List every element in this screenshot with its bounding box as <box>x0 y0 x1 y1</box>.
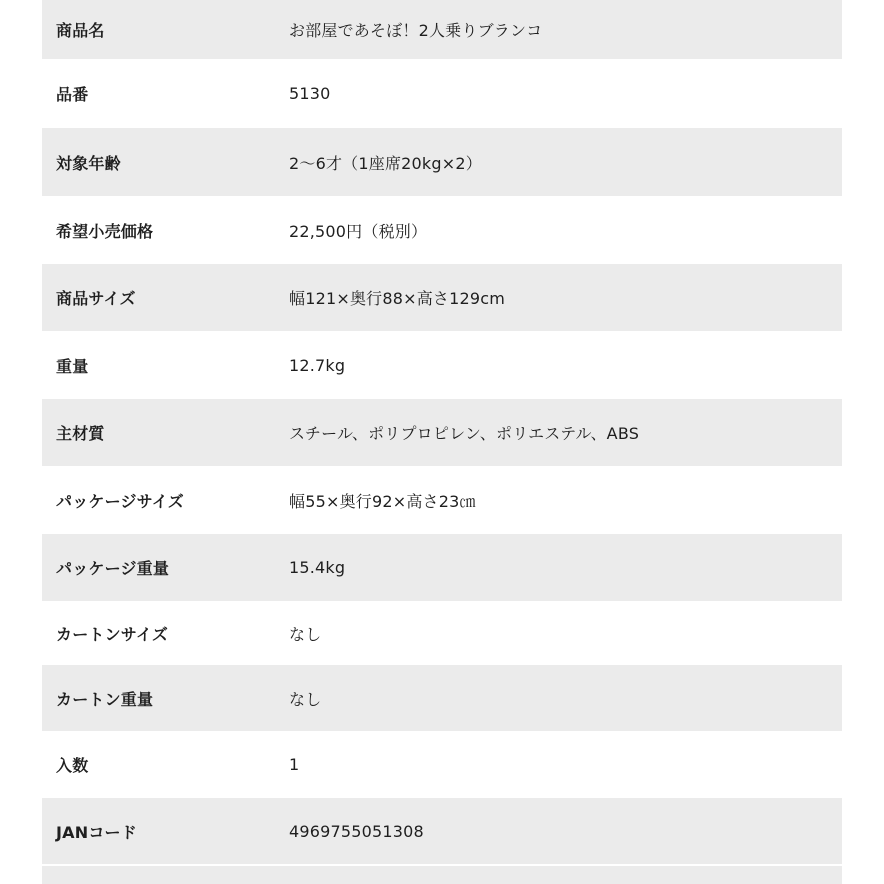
spec-label: 主材質 <box>56 424 105 443</box>
spec-label: カートン重量 <box>56 689 154 709</box>
spec-value: 2〜6才（1座席20kg×2） <box>289 153 482 173</box>
spec-label: 重量 <box>56 356 89 376</box>
spec-row-item-number <box>42 59 842 128</box>
spec-row-retail-price <box>42 196 842 264</box>
spec-label: 対象年齢 <box>56 153 121 173</box>
spec-value: 22,500円（税別） <box>289 221 428 241</box>
spec-label: 品番 <box>56 85 89 104</box>
spec-value: 幅121×奥行88×高さ129cm <box>289 289 506 308</box>
spec-value: 12.7kg <box>289 355 346 375</box>
spec-row-main-material <box>42 399 842 466</box>
spec-label: 希望小売価格 <box>56 221 154 241</box>
spec-value: 4969755051308 <box>289 821 424 841</box>
spec-row-jan-code <box>42 798 842 864</box>
spec-value: なし <box>289 624 322 644</box>
spec-row-product-size <box>42 264 842 331</box>
spec-row-product-name <box>42 0 842 59</box>
spec-value: 1 <box>289 755 300 774</box>
spec-row-carton-size <box>42 601 842 665</box>
spec-row-package-size <box>42 466 842 534</box>
spec-row-carton-weight <box>42 665 842 731</box>
spec-label: カートンサイズ <box>56 624 169 644</box>
spec-value: お部屋であそぼ！2人乗りブランコ <box>289 21 543 40</box>
spec-row-package-weight <box>42 534 842 601</box>
spec-value: 15.4kg <box>289 558 346 577</box>
spec-label: パッケージ重量 <box>56 559 170 578</box>
spec-label: 商品サイズ <box>56 289 136 308</box>
spec-row-weight <box>42 331 842 399</box>
spec-value: スチール、ポリプロピレン、ポリエステル、ABS <box>289 424 640 443</box>
next-row-partial <box>42 866 842 884</box>
spec-value: なし <box>289 689 322 709</box>
spec-row-quantity <box>42 731 842 798</box>
product-spec-table <box>42 0 842 864</box>
spec-label: 入数 <box>56 756 89 775</box>
spec-row-target-age <box>42 128 842 196</box>
spec-value: 5130 <box>289 84 331 103</box>
spec-label: JANコード <box>56 822 137 842</box>
spec-label: 商品名 <box>56 21 105 40</box>
spec-label: パッケージサイズ <box>56 491 185 511</box>
spec-value: 幅55×奥行92×高さ23㎝ <box>289 491 476 511</box>
